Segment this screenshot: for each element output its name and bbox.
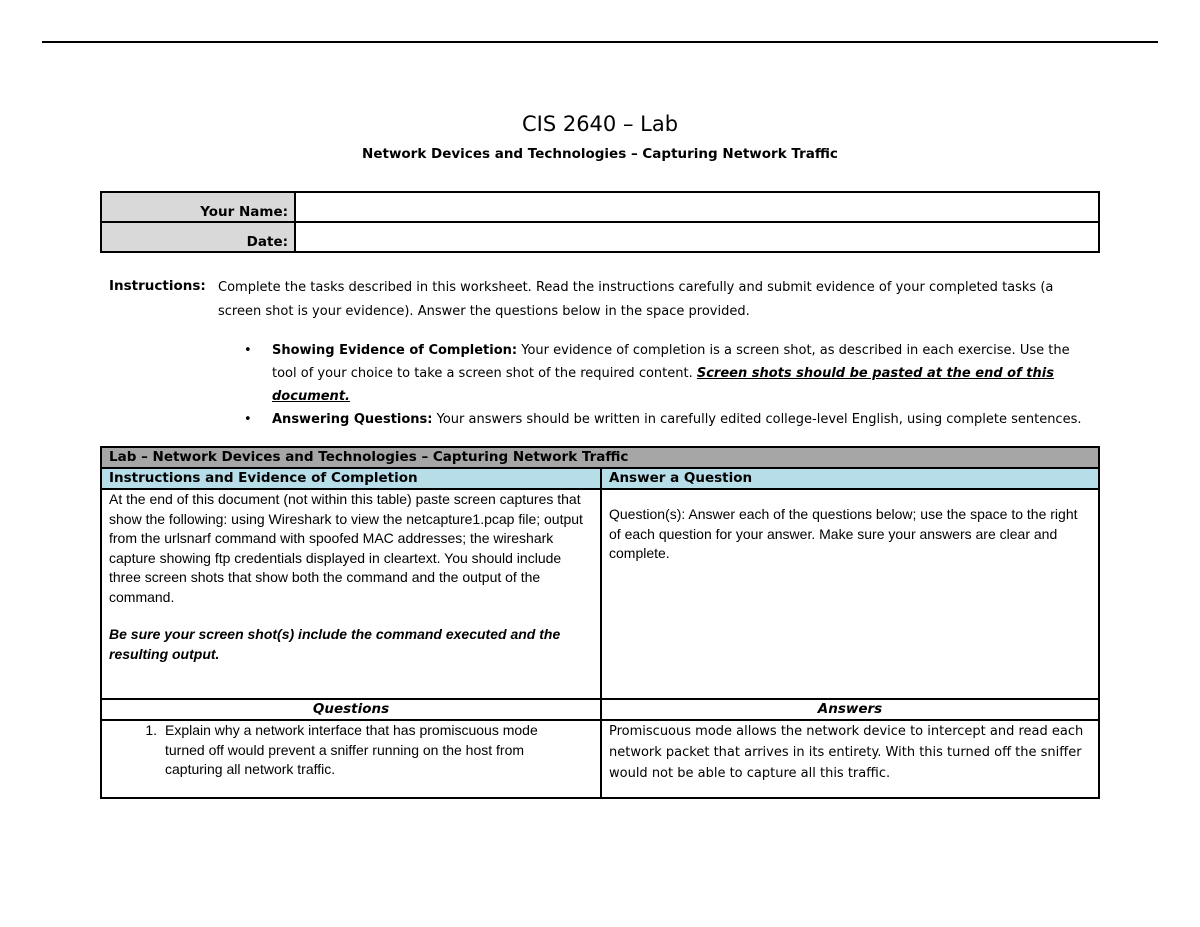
bullet-answering-title: Answering Questions: [272, 412, 433, 427]
question-text: Explain why a network interface that has promiscuous mode turned off would prevent a sniffer running on the host from capturing all network traffic. [165, 722, 538, 777]
bullet-evidence-title: Showing Evidence of Completion: [272, 343, 518, 358]
bullet-evidence-emphasis: Screen shots should be pasted at the end of this document. [272, 366, 1054, 404]
date-label: Date: [101, 222, 295, 252]
question-cell [101, 720, 601, 798]
bullet-evidence-text: Your evidence of completion is a screen shot, as described in each exercise. Use the tool of your choice to take a screen shot of the required content. [272, 343, 1070, 381]
instructions-bullets [244, 339, 1094, 431]
page-subtitle: Network Devices and Technologies – Capturing Network Traffic [362, 146, 838, 162]
question-intro-cell [601, 489, 1099, 699]
question-number: 1. [145, 722, 157, 738]
bullet-icon: • [244, 412, 252, 427]
question-intro: Question(s): Answer each of the questions below; use the space to the right of each question for your answer. Make sure your answers are clear and complete. [609, 506, 1078, 561]
bullet-answering-text: Your answers should be written in carefully edited college-level English, using complete sentences. [432, 412, 1082, 427]
col-header-answer: Answer a Question [601, 468, 1099, 489]
answer-cell[interactable]: Promiscuous mode allows the network device to intercept and read each network packet that arrives in its entirety. With this turned off the sniffer would not be able to capture all this traffic. [601, 720, 1099, 798]
instructions-label: Instructions: [109, 278, 206, 294]
instructions-emphasis: Be sure your screen shot(s) include the command executed and the resulting output. [109, 626, 561, 662]
date-row [101, 222, 1099, 252]
top-rule [42, 41, 1158, 43]
bullet-icon: • [244, 343, 252, 358]
bullet-evidence [244, 339, 1094, 408]
page-title: CIS 2640 – Lab [521, 112, 679, 136]
name-label: Your Name: [101, 192, 295, 222]
instructions-body: At the end of this document (not within this table) paste screen captures that show the following: using Wireshark to view the netcapture1.pcap file; output from the urlsnarf command with spoofed MAC addresses; the wireshark capture showing ftp credentials displayed in cleartext. You should include three screen shots that show both the command and the output of the command. [109, 491, 583, 605]
qa-row [101, 720, 1099, 798]
bullet-answering [244, 408, 1094, 431]
col-header-instructions: Instructions and Evidence of Completion [101, 468, 601, 489]
questions-header: Questions [101, 699, 601, 720]
name-field[interactable] [295, 192, 1099, 222]
instructions-cell [101, 489, 601, 699]
date-field[interactable] [295, 222, 1099, 252]
student-info-table [100, 191, 1100, 253]
answers-header: Answers [601, 699, 1099, 720]
lab-table [100, 446, 1100, 799]
instructions-text: Complete the tasks described in this worksheet. Read the instructions carefully and submit evidence of your completed tasks (a screen shot is your evidence). Answer the questions below in the space provided. [218, 280, 1054, 319]
name-row [101, 192, 1099, 222]
lab-table-title: Lab – Network Devices and Technologies – Capturing Network Traffic [101, 447, 1099, 468]
